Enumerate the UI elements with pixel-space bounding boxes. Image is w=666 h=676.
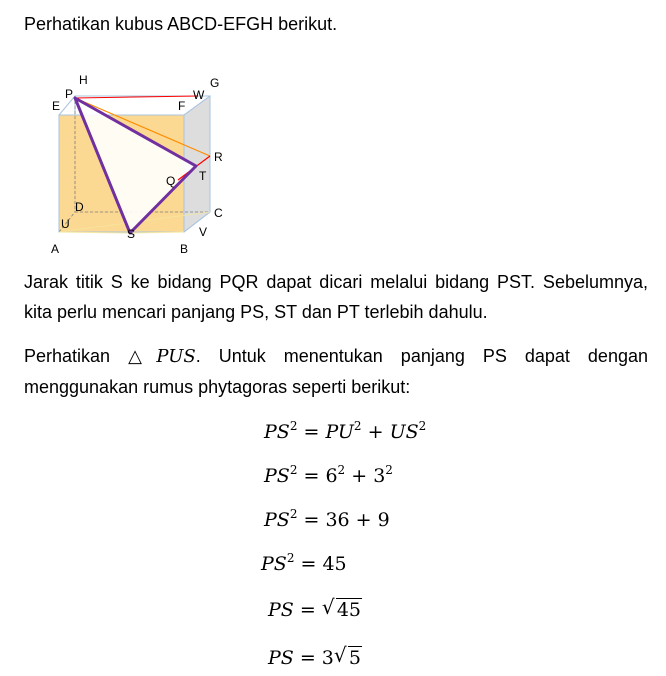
paragraph-pythagoras-after: . Untuk menentukan panjang PS dapat dengan menggunakan rumus phytagoras seperti berikut: (24, 346, 648, 397)
paragraph-pythagoras-before: Perhatikan (24, 346, 129, 366)
equation-1: $PS^2 = PU^2 + US^2$ (264, 419, 427, 443)
label-h: H (79, 73, 88, 87)
equation-2: $PS^2 = 6^2 + 3^2$ (264, 463, 393, 487)
intro-text: Perhatikan kubus ABCD-EFGH berikut. (24, 14, 338, 34)
triangle-name: PUS (156, 346, 196, 367)
label-p: P (65, 87, 74, 101)
label-e: E (52, 99, 61, 113)
label-u: U (61, 217, 70, 231)
cube-diagram (48, 70, 238, 260)
label-t: T (199, 169, 207, 183)
equation-4: $PS^2 = 45$ (261, 551, 347, 575)
label-f: F (178, 99, 186, 113)
label-w: W (193, 88, 205, 102)
sqrt-5: √ 5 (333, 643, 361, 669)
paragraph-distance: Jarak titik S ke bidang PQR dapat dicari melalui bidang PST. Sebelumnya, kita perlu mencari panjang PS, ST dan PT terlebih dahulu. (24, 272, 648, 322)
label-d: D (75, 200, 84, 214)
equation-3: $PS^2 = 36 + 9$ (264, 507, 390, 531)
triangle-symbol: △ (128, 346, 155, 366)
label-b: B (180, 242, 189, 256)
label-c: C (214, 206, 223, 220)
equation-5: PS = √ 45 (268, 595, 361, 621)
sqrt-45: √ 45 (321, 595, 361, 621)
paragraph-pythagoras (24, 341, 648, 402)
equation-6: PS = 3 √ 5 (268, 643, 361, 669)
label-r: R (214, 150, 223, 164)
cube-figure (48, 70, 238, 260)
label-a: A (51, 242, 60, 256)
label-q: Q (166, 174, 176, 188)
label-v: V (199, 225, 208, 239)
label-g: G (210, 76, 220, 90)
label-s: S (127, 227, 136, 241)
